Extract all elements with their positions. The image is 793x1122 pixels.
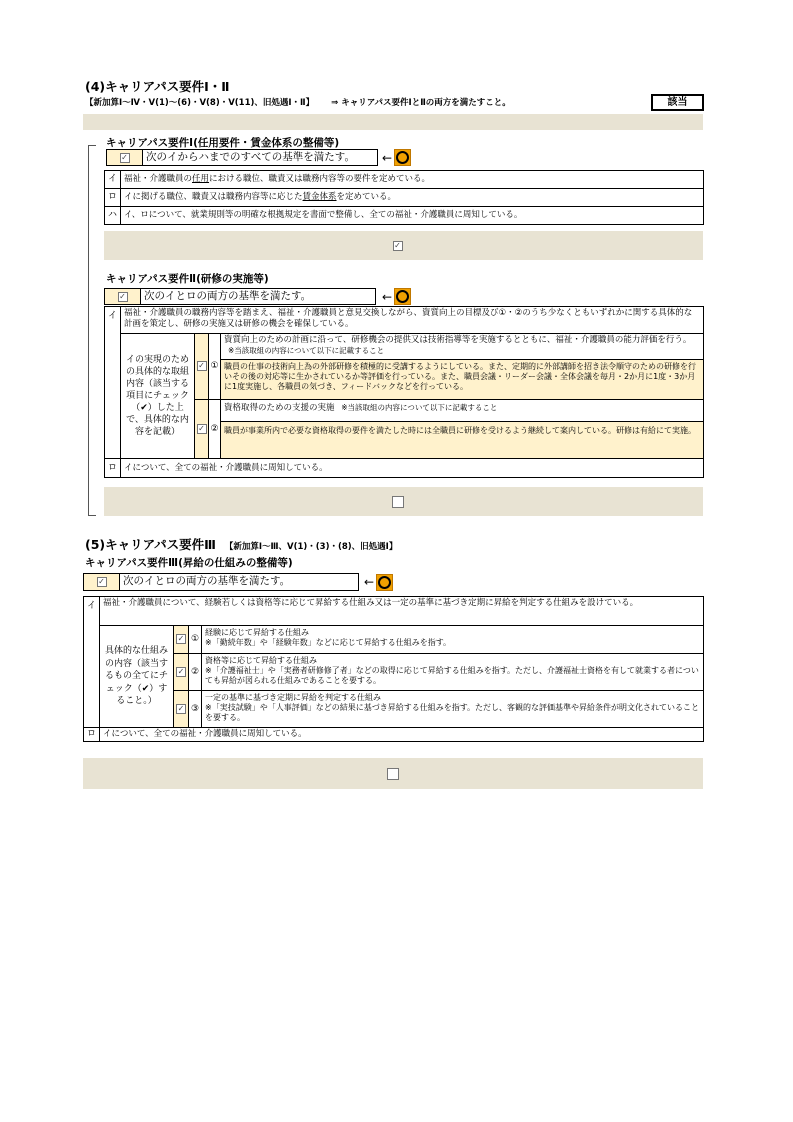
section5-title: (5)キャリアパス要件Ⅲ xyxy=(85,537,216,552)
req2-item2-note: ※当該取組の内容について以下に記載すること xyxy=(341,403,498,412)
req1-row-text-pre: イに掲げる職位、職責又は職務内容等に応じた xyxy=(124,192,303,202)
req3-item2-num: ② xyxy=(189,654,202,691)
req3-table xyxy=(83,596,704,742)
req1-summary-band xyxy=(104,231,703,260)
table-row xyxy=(105,189,704,207)
table-row xyxy=(105,207,704,225)
req2-table xyxy=(104,306,704,478)
req3-criterion-checkbox[interactable]: ✓ xyxy=(98,577,105,586)
req3-status-circle-icon xyxy=(376,574,393,591)
req2-item2-checkbox[interactable]: ✓ xyxy=(198,423,205,433)
section5-subtitle: 【新加算Ⅰ～Ⅲ、Ⅴ(1)・(3)・(8)、旧処遇Ⅰ】 xyxy=(224,542,398,552)
req1-row-text-pre: 福祉・介護職員の xyxy=(124,174,193,184)
req1-row-text: イ、ロについて、就業規則等の明確な根拠規定を書面で整備し、全ての福祉・介護職員に周知している。 xyxy=(121,207,704,225)
table-row xyxy=(84,654,704,691)
req1-table xyxy=(104,170,704,225)
req2-item1-check-cell xyxy=(195,334,209,400)
req2-item2-check-cell xyxy=(195,400,209,459)
req3-summary-band xyxy=(83,758,703,789)
req3-item1-checkbox[interactable]: ✓ xyxy=(177,634,185,643)
section4-subtitle xyxy=(85,96,511,108)
req2-item1-title: 資質向上のための計画に沿って、研修機会の提供又は技術指導等を実施するとともに、福祉・介護職員の能力評価を行う。 xyxy=(224,335,692,345)
req1-row-text-post: における職位、職責又は職務内容等の要件を定めている。 xyxy=(209,174,431,184)
req3-item1-num: ① xyxy=(189,626,202,654)
req3-item2-title: 資格等に応じて昇給する仕組み xyxy=(205,656,317,665)
req3-side-label: 具体的な仕組みの内容（該当するもの全てにチェック（✔）すること。） xyxy=(100,626,174,728)
req1-summary-checkbox[interactable]: ✓ xyxy=(394,240,401,250)
req3-item3-check-cell xyxy=(174,691,189,728)
section5-header xyxy=(85,535,397,553)
req2-status-circle-icon xyxy=(394,288,411,305)
req2-item2-num: ② xyxy=(209,400,221,459)
req2-item2-title: 資格取得のための支援の実施 xyxy=(224,403,335,413)
req3-item2-checkbox[interactable]: ✓ xyxy=(177,666,185,676)
req2-item1-num: ① xyxy=(209,334,221,400)
req3-ro-text: イについて、全ての福祉・介護職員に周知している。 xyxy=(100,728,704,742)
req3-criterion-row xyxy=(83,573,393,591)
req2-item1-checkbox[interactable]: ✓ xyxy=(198,361,205,370)
section4-subtitle-left: 【新加算Ⅰ～Ⅳ・Ⅴ(1)～(6)・Ⅴ(8)・Ⅴ(11)、旧処遇Ⅰ・Ⅱ】 xyxy=(85,98,315,108)
req3-i-label: イ xyxy=(84,597,100,728)
req1-row-label: ハ xyxy=(105,207,121,225)
req3-criterion-text: 次のイとロの両方の基準を満たす。 xyxy=(123,575,291,587)
req1-row-text xyxy=(121,189,704,207)
req3-item3-title: 一定の基準に基づき定期に昇給を判定する仕組み xyxy=(205,693,381,702)
req1-arrow: ← xyxy=(382,150,393,165)
req3-ro-label: ロ xyxy=(84,728,100,742)
req2-ro-text: イについて、全ての福祉・介護職員に周知している。 xyxy=(121,459,704,478)
req3-item3-num: ③ xyxy=(189,691,202,728)
req2-item1-note: ※当該取組の内容について以下に記載すること xyxy=(228,346,385,355)
req2-criterion xyxy=(104,288,376,305)
status-badge[interactable]: 該当 xyxy=(651,94,704,111)
table-row xyxy=(84,728,704,742)
req3-item3-cell xyxy=(202,691,704,728)
req1-row-text xyxy=(121,171,704,189)
req1-criterion-check-cell xyxy=(107,150,143,165)
section4-bracket xyxy=(88,145,96,516)
req2-item1-detail[interactable]: 職員の仕事の技術向上為の外部研修を積極的に受講するようにしている。また、定期的に外部講師を招き法令順守のための研修を行いその後の対応等に生かされているか等評価を行っている。また、職員会議・リーダー会議・全体会議を毎月・2か月に1度・3か月に1度実施し、各職員の気づき、フィードバックなどを行っている。 xyxy=(221,360,704,400)
table-row xyxy=(84,626,704,654)
req1-row-text-underline: 賃金体系 xyxy=(302,192,337,202)
req3-item2-cell xyxy=(202,654,704,691)
req3-item3-note: ※「実技試験」や「人事評価」などの結果に基づき昇給する仕組みを指す。ただし、客観的な評価基準や昇給条件が明文化されていることを要する。 xyxy=(205,703,700,722)
req2-summary-checkbox[interactable] xyxy=(392,496,404,508)
req2-criterion-text: 次のイとロの両方の基準を満たす。 xyxy=(144,290,312,302)
req2-item2-title-cell xyxy=(221,400,704,422)
req1-title: キャリアパス要件Ⅰ(任用要件・賃金体系の整備等) xyxy=(106,137,340,149)
req3-item2-note: ※「介護福祉士」や「実務者研修修了者」などの取得に応じて昇給する仕組みを指す。ただし、介護福祉士資格を有して就業する者についても昇給が図られる仕組みであることを要する。 xyxy=(205,666,699,685)
req2-criterion-checkbox[interactable]: ✓ xyxy=(119,291,126,301)
req1-criterion-row xyxy=(106,149,411,166)
req3-item2-check-cell xyxy=(174,654,189,691)
req2-criterion-row xyxy=(104,288,411,305)
req1-criterion-text: 次のイからハまでのすべての基準を満たす。 xyxy=(146,151,355,163)
req1-status-circle-icon xyxy=(394,149,411,166)
req3-criterion-check-cell xyxy=(84,574,120,590)
table-row xyxy=(105,459,704,478)
section4-subtitle-right: ⇒ キャリアパス要件ⅠとⅡの両方を満たすこと。 xyxy=(331,98,511,108)
req2-i-label: イ xyxy=(105,307,121,459)
req1-criterion-checkbox[interactable]: ✓ xyxy=(121,152,128,162)
req3-item1-note: ※「勤続年数」や「経験年数」などに応じて昇給する仕組みを指す。 xyxy=(205,638,452,647)
req3-summary-checkbox[interactable] xyxy=(387,768,399,780)
table-row xyxy=(84,691,704,728)
req2-title: キャリアパス要件Ⅱ(研修の実施等) xyxy=(106,273,269,285)
table-row xyxy=(105,307,704,334)
req3-item1-check-cell xyxy=(174,626,189,654)
section4-band xyxy=(83,114,703,130)
req1-row-text-post: を定めている。 xyxy=(336,192,397,202)
req2-ro-label: ロ xyxy=(105,459,121,478)
req2-item2-detail[interactable]: 職員が事業所内で必要な資格取得の要件を満たした時には全職員に研修を受けるよう継続して案内している。研修は有給にて実施。 xyxy=(221,422,704,459)
req2-summary-band xyxy=(104,487,703,516)
req1-criterion xyxy=(106,149,378,166)
req3-item3-checkbox[interactable]: ✓ xyxy=(177,703,185,713)
req3-title: キャリアパス要件Ⅲ(昇給の仕組みの整備等) xyxy=(85,557,293,569)
req2-i-text: 福祉・介護職員の職務内容等を踏まえ、福祉・介護職員と意見交換しながら、資質向上の目標及び①・②のうち少なくともいずれかに関する具体的な計画を策定し、研修の実施又は研修の機会を確保している。 xyxy=(121,307,704,334)
req3-i-text: 福祉・介護職員について、経験若しくは資格等に応じて昇給する仕組み又は一定の基準に基づき定期に昇給を判定する仕組みを設けている。 xyxy=(100,597,704,626)
req3-item1-cell xyxy=(202,626,704,654)
req1-row-label: ロ xyxy=(105,189,121,207)
table-row xyxy=(105,171,704,189)
req3-arrow: ← xyxy=(364,575,375,589)
req2-item1-title-cell xyxy=(221,334,704,360)
req2-criterion-check-cell xyxy=(105,289,141,304)
req1-row-text-underline: 任用 xyxy=(192,174,210,184)
table-row xyxy=(105,334,704,360)
req2-side-label: イの実現のための具体的な取組内容（該当する項目にチェック（✔）した上で、具体的な内容を記載） xyxy=(121,334,195,459)
section4-title: (4)キャリアパス要件Ⅰ・Ⅱ xyxy=(85,79,230,94)
req2-arrow: ← xyxy=(382,289,393,304)
table-row xyxy=(84,597,704,626)
req3-item1-title: 経験に応じて昇給する仕組み xyxy=(205,628,309,637)
table-row xyxy=(105,400,704,422)
req1-row-label: イ xyxy=(105,171,121,189)
req3-criterion xyxy=(83,573,359,591)
